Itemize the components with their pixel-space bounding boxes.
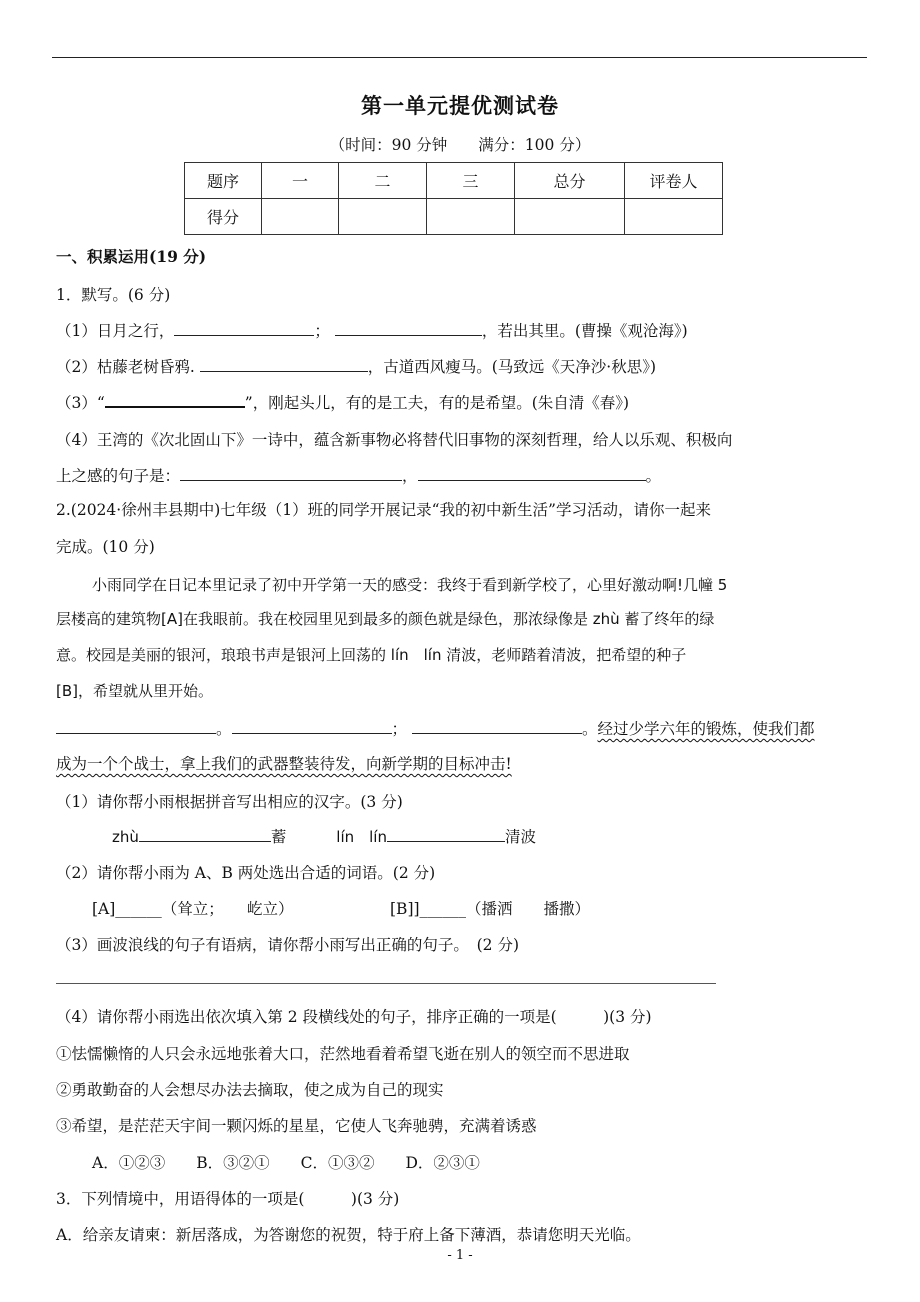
answer-blank[interactable] xyxy=(418,466,646,481)
answer-blank[interactable] xyxy=(105,392,245,408)
text: （2）枯藤老树昏鸦. xyxy=(56,358,195,376)
answer-blank[interactable] xyxy=(180,466,402,481)
score-cell: 一 xyxy=(262,163,339,199)
question-1-part-4-line1: （4）王湾的《次北固山下》一诗中，蕴含新事物必将替代旧事物的深刻哲理，给人以乐观、积极向 xyxy=(56,431,733,449)
score-cell: 题序 xyxy=(185,163,262,199)
question-2-stem-line1: 2.(2024·徐州丰县期中)七年级（1）班的同学开展记录“我的初中新生活”学习活动，请你一起来 xyxy=(56,501,711,519)
score-cell: 评卷人 xyxy=(625,163,723,199)
diary-passage-line3: 意。校园是美丽的银河，琅琅书声是银河上回荡的 lín lín 清波，老师踏着清波，把希望的种子 xyxy=(56,646,687,664)
wavy-sentence: 经过少学六年的锻炼，使我们都 xyxy=(597,720,815,738)
score-table-header-row xyxy=(185,163,723,199)
top-rule xyxy=(52,57,867,58)
word-choice-a: [A]______（耸立； 屹立） xyxy=(92,900,294,918)
text: 清波 xyxy=(504,828,536,846)
text: （1）日月之行， xyxy=(56,322,175,340)
text: ； xyxy=(314,322,330,340)
score-input-cell[interactable] xyxy=(339,199,427,235)
text: ”，刚起头儿，有的是工夫，有的是希望。(朱自清《春》) xyxy=(244,394,630,412)
answer-blank[interactable] xyxy=(56,719,216,734)
answer-blank[interactable] xyxy=(387,827,505,842)
question-2-sub-4: （4）请你帮小雨选出依次填入第 2 段横线处的句子，排序正确的一项是( )(3 分) xyxy=(56,1008,652,1026)
text: 蓄 xyxy=(270,828,287,846)
answer-blank[interactable] xyxy=(200,357,368,372)
word-choice-b: [B]]______（播洒 播撒） xyxy=(390,900,591,918)
text: ， xyxy=(402,467,418,485)
text: 。 xyxy=(216,720,232,738)
page-number: - 1 - xyxy=(447,1248,473,1263)
score-input-cell[interactable] xyxy=(427,199,515,235)
answer-line[interactable] xyxy=(56,983,716,984)
exam-info: （时间：90 分钟 满分：100 分） xyxy=(329,136,591,154)
score-input-cell[interactable] xyxy=(262,199,339,235)
score-cell: 总分 xyxy=(515,163,625,199)
question-2-sub-2: （2）请你帮小雨为 A、B 两处选出合适的词语。(2 分) xyxy=(56,864,436,882)
question-3-option-a: A．给亲友请柬：新居落成，为答谢您的祝贺，特于府上备下薄酒，恭请您明天光临。 xyxy=(56,1226,641,1244)
score-input-cell[interactable] xyxy=(515,199,625,235)
question-1-part-3 xyxy=(56,391,629,413)
text: ； xyxy=(391,720,408,738)
passage-blank-line xyxy=(56,717,815,739)
option-1: ①怯懦懒惰的人只会永远地张着大口，茫然地看着希望飞逝在别人的领空而不思进取 xyxy=(56,1045,630,1063)
question-3-stem: 3．下列情境中，用语得体的一项是( )(3 分) xyxy=(56,1190,400,1208)
wavy-sentence-line2: 成为一个个战士，拿上我们的武器整装待发，向新学期的目标冲击! xyxy=(56,755,512,773)
pinyin: lín lín xyxy=(336,828,387,846)
diary-passage-line1: 小雨同学在日记本里记录了初中开学第一天的感受：我终于看到新学校了，心里好激动啊!几幢 5 xyxy=(92,576,728,594)
answer-blank[interactable] xyxy=(174,321,314,336)
question-1-part-4-line2 xyxy=(56,464,661,486)
option-3: ③希望，是茫茫天宇间一颗闪烁的星星，它使人飞奔驰骋，充满着诱惑 xyxy=(56,1117,537,1135)
question-2-stem-line2: 完成。(10 分) xyxy=(56,538,155,556)
text: 。 xyxy=(581,720,598,738)
answer-blank[interactable] xyxy=(232,719,392,734)
question-1-stem: 1．默写。(6 分) xyxy=(56,286,171,304)
page-title: 第一单元提优测试卷 xyxy=(361,93,559,118)
score-cell: 得分 xyxy=(185,199,262,235)
score-cell: 二 xyxy=(339,163,427,199)
answer-blank[interactable] xyxy=(412,719,582,734)
section-heading: 一、积累运用(19 分) xyxy=(56,247,207,266)
answer-choices: A．①②③ B．③②① C．①③② D．②③① xyxy=(92,1154,480,1172)
answer-blank[interactable] xyxy=(139,827,271,842)
text: ，若出其里。(曹操《观沧海》) xyxy=(481,322,688,340)
question-1-part-2 xyxy=(56,355,656,377)
text: 。 xyxy=(645,467,662,485)
diary-passage-line4: [B]，希望就从里开始。 xyxy=(56,682,213,700)
score-cell: 三 xyxy=(427,163,515,199)
question-1-part-1 xyxy=(56,319,688,341)
pinyin-row xyxy=(112,825,536,847)
score-table-score-row xyxy=(185,199,723,235)
question-2-sub-3: （3）画波浪线的句子有语病，请你帮小雨写出正确的句子。 (2 分) xyxy=(56,936,519,954)
option-2: ②勇敢勤奋的人会想尽办法去摘取，使之成为自己的现实 xyxy=(56,1081,444,1099)
text: 上之感的句子是： xyxy=(56,467,181,485)
score-input-cell[interactable] xyxy=(625,199,723,235)
question-2-sub-1: （1）请你帮小雨根据拼音写出相应的汉字。(3 分) xyxy=(56,793,403,811)
text: ，古道西风瘦马。(马致远《天净沙·秋思》) xyxy=(367,358,657,376)
score-table xyxy=(184,162,723,235)
pinyin: zhù xyxy=(112,828,139,846)
answer-blank[interactable] xyxy=(335,321,482,336)
diary-passage-line2: 层楼高的建筑物[A]在我眼前。我在校园里见到最多的颜色就是绿色，那浓绿像是 zhù 蓄了终年的绿 xyxy=(56,610,715,628)
text: （3）“ xyxy=(56,394,105,412)
